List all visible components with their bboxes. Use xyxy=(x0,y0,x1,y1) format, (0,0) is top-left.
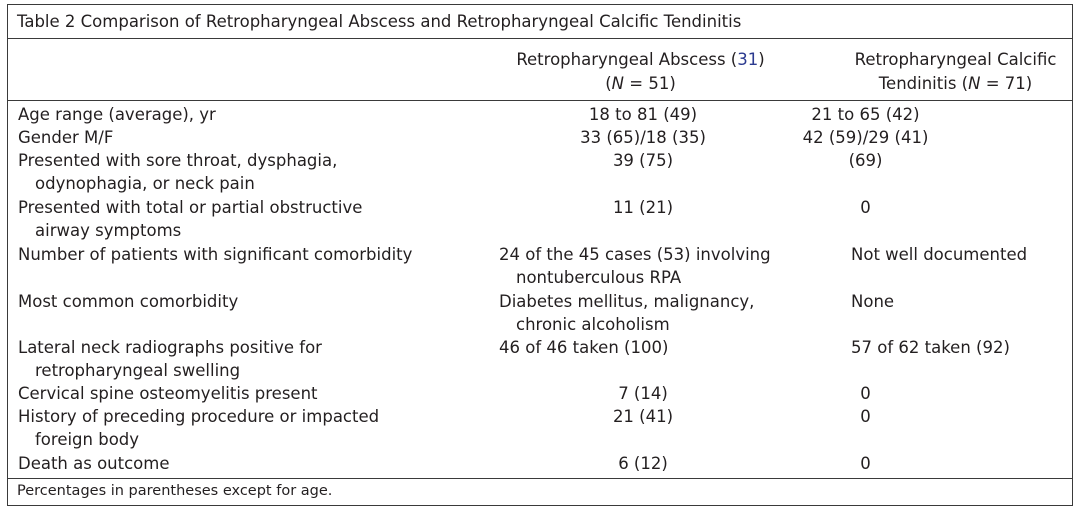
tendinitis-value: 21 to 65 (42) xyxy=(811,105,920,124)
table-row xyxy=(8,196,1072,240)
header-divider xyxy=(8,100,1072,101)
table-row xyxy=(8,405,1072,449)
tendinitis-value: 57 of 62 taken (92) xyxy=(851,338,1010,357)
table-title: Table 2 Comparison of Retropharyngeal Abscess and Retropharyngeal Calcific Tendinitis xyxy=(17,12,742,31)
header-tendinitis-text: Tendinitis ( xyxy=(878,74,969,93)
table-row xyxy=(8,452,1072,476)
table-row xyxy=(8,103,1072,127)
abscess-value: 46 of 46 taken (100) xyxy=(499,338,669,357)
row-label: Cervical spine osteomyelitis present xyxy=(18,384,318,403)
tendinitis-value: 0 xyxy=(860,454,871,473)
tendinitis-value: 0 xyxy=(860,384,871,403)
header-abscess-text: Retropharyngeal Abscess ( xyxy=(516,50,738,69)
abscess-value: 24 of the 45 cases (53) involving nontuberculous RPA xyxy=(499,245,771,287)
row-label: Number of patients with significant comorbidity xyxy=(18,245,413,264)
table-row xyxy=(8,290,1072,334)
abscess-value: Diabetes mellitus, malignancy, chronic alcoholism xyxy=(499,292,755,334)
header-abscess-n-symbol: N xyxy=(611,74,625,93)
abscess-value: 39 (75) xyxy=(612,151,674,170)
tendinitis-value: 0 xyxy=(860,407,871,426)
abscess-value: 11 (21) xyxy=(612,198,674,217)
table-row xyxy=(8,336,1072,380)
row-label: History of preceding procedure or impacted foreign body xyxy=(18,407,380,449)
abscess-value: 21 (41) xyxy=(612,407,674,426)
header-abscess-open: ( xyxy=(605,74,612,93)
abscess-value: 18 to 81 (49) xyxy=(588,105,698,124)
header-tendinitis-n-symbol: N xyxy=(968,74,981,93)
table-row xyxy=(8,149,1072,193)
row-label: Lateral neck radiographs positive for retropharyngeal swelling xyxy=(18,338,322,380)
tendinitis-value: Not well documented xyxy=(851,245,1028,264)
abscess-value: 33 (65)/18 (35) xyxy=(580,128,706,147)
table-footnote: Percentages in parentheses except for age. xyxy=(17,483,333,499)
row-label: Most common comorbidity xyxy=(18,292,239,311)
abscess-value: 6 (12) xyxy=(618,454,668,473)
comparison-table xyxy=(7,4,1073,506)
row-label: Death as outcome xyxy=(18,454,170,473)
header-tendinitis-n-value: = 71) xyxy=(980,74,1033,93)
table-title-bar xyxy=(8,5,1072,39)
table-row xyxy=(8,382,1072,406)
header-tendinitis-line1: Retropharyngeal Calcific xyxy=(854,50,1057,69)
header-abscess-n-value: = 51) xyxy=(624,74,676,93)
table-row xyxy=(8,243,1072,287)
row-label: Presented with total or partial obstructive airway symptoms xyxy=(18,198,363,240)
tendinitis-value: 42 (59)/29 (41) xyxy=(802,128,929,147)
footer-divider xyxy=(8,478,1072,479)
tendinitis-value: None xyxy=(851,292,895,311)
header-calcific-tendinitis xyxy=(838,48,1073,96)
table-row xyxy=(8,126,1072,150)
header-abscess-close: ) xyxy=(758,50,765,69)
row-label: Age range (average), yr xyxy=(18,105,216,124)
reference-link-31[interactable]: 31 xyxy=(737,50,759,69)
abscess-value: 7 (14) xyxy=(618,384,668,403)
header-retropharyngeal-abscess xyxy=(488,48,793,96)
tendinitis-value: 0 xyxy=(860,198,871,217)
row-label: Gender M/F xyxy=(18,128,114,147)
row-label: Presented with sore throat, dysphagia, odynophagia, or neck pain xyxy=(18,151,338,193)
tendinitis-value: (69) xyxy=(848,151,883,170)
